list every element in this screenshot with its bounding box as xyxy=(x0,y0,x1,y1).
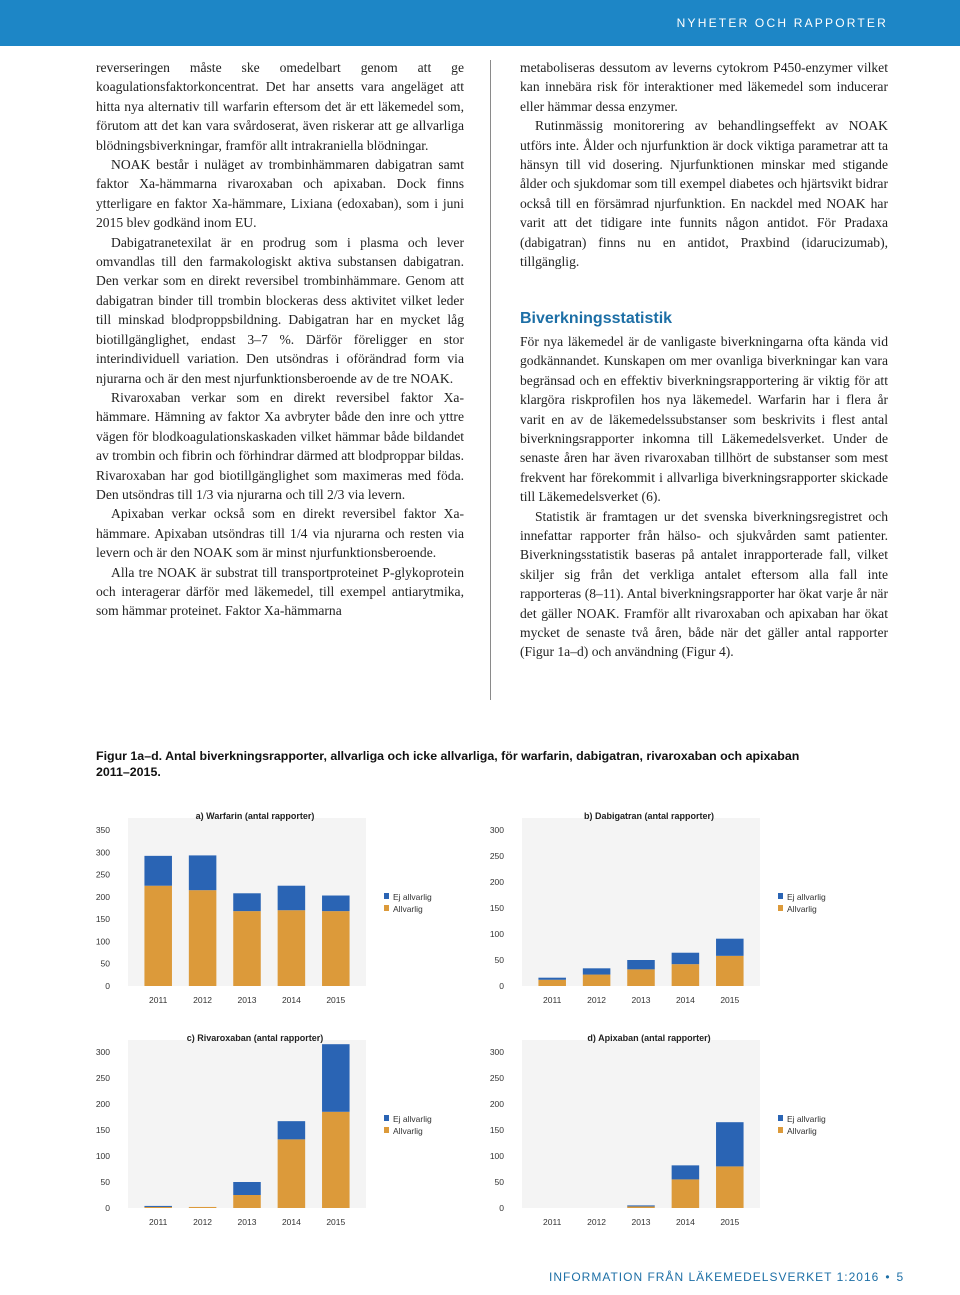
header-bar xyxy=(0,0,960,46)
legend-swatch xyxy=(384,1115,389,1121)
bar-ej-allvarlig-2011 xyxy=(538,978,566,980)
publication-name: INFORMATION FRÅN LÄKEMEDELSVERKET 1:2016 xyxy=(549,1270,880,1284)
bar-allvarlig-2015 xyxy=(716,1166,744,1208)
bar-allvarlig-2012 xyxy=(189,1207,217,1208)
bar-allvarlig-2015 xyxy=(322,1112,350,1208)
chart-title: b) Dabigatran (antal rapporter) xyxy=(583,811,715,821)
y-tick-label: 250 xyxy=(489,1073,504,1083)
bar-ej-allvarlig-2012 xyxy=(189,855,217,890)
bar-allvarlig-2015 xyxy=(322,911,350,986)
bar-ej-allvarlig-2012 xyxy=(583,968,611,974)
bar-allvarlig-2011 xyxy=(538,980,566,986)
y-tick-label: 250 xyxy=(489,851,504,861)
chart-title: c) Rivaroxaban (antal rapporter) xyxy=(186,1033,324,1043)
y-tick-label: 50 xyxy=(100,958,110,969)
y-tick-label: 150 xyxy=(489,903,504,913)
y-tick-label: 150 xyxy=(489,1125,504,1135)
y-tick-label: 100 xyxy=(95,1151,110,1161)
x-tick-label: 2012 xyxy=(193,1217,213,1227)
legend-swatch xyxy=(778,1127,783,1133)
footer-bullet: • xyxy=(885,1270,891,1284)
y-tick-label: 300 xyxy=(489,825,504,835)
left-column xyxy=(96,58,464,621)
bar-allvarlig-2013 xyxy=(233,1195,261,1208)
paragraph: reverseringen måste ske omedelbart genom att ge koagulationsfaktorkoncentrat. Det har ansetts vara angeläget att hitta nya alternativ till warfarin eftersom det är ett läkemedel som, förutom att det kan vara svårdoserat, även riskerar att ge allvarliga blödningsbiverkningar, framför allt intrakraniella blödningar. xyxy=(96,60,464,153)
bar-allvarlig-2011 xyxy=(144,1207,172,1208)
y-tick-label: 300 xyxy=(95,1047,110,1057)
x-tick-label: 2011 xyxy=(149,1217,168,1227)
x-tick-label: 2014 xyxy=(675,1217,695,1227)
bar-ej-allvarlig-2015 xyxy=(716,1122,744,1166)
chart-rivaroxaban xyxy=(86,1022,481,1242)
y-tick-label: 250 xyxy=(95,869,110,880)
y-tick-label: 250 xyxy=(95,1073,110,1083)
legend-swatch xyxy=(778,893,783,899)
bar-allvarlig-2014 xyxy=(672,964,700,986)
x-tick-label: 2015 xyxy=(720,1217,740,1227)
y-tick-label: 200 xyxy=(95,891,110,902)
y-tick-label: 50 xyxy=(494,1177,504,1187)
bar-ej-allvarlig-2014 xyxy=(672,1165,700,1179)
legend-swatch xyxy=(778,1115,783,1121)
paragraph: Dabigatranetexilat är en prodrug som i plasma och lever omvandlas till den farmakologiskt aktiva substansen dabigatran. Den verkar som en direkt reversibel trombinhämmare. Genom att dabigatran binder till trombin blockeras dess aktivitet vilket leder till minskad blodproppsbildning. Dabigatran har en mycket låg biotillgänglighet, endast 3–7 %. Därför föreligger en stor interindividuell variation. Den utsöndras i oförändrad form via njurarna och är den mest njurfunktionsberoende av de tre NOAK. xyxy=(96,234,464,386)
y-tick-label: 0 xyxy=(499,1203,504,1213)
legend-label: Ej allvarlig xyxy=(393,892,432,902)
bar-ej-allvarlig-2014 xyxy=(278,886,306,911)
paragraph: Alla tre NOAK är substrat till transportproteinet P-glykoprotein och interagerar därför med läkemedel, till exempel antiarytmika, som hämmar proteinet. Faktor Xa-hämmarna xyxy=(96,564,464,619)
bar-allvarlig-2014 xyxy=(278,910,306,986)
x-tick-label: 2015 xyxy=(326,1217,346,1227)
bar-allvarlig-2015 xyxy=(716,956,744,986)
x-tick-label: 2012 xyxy=(587,1217,607,1227)
section-label: NYHETER OCH RAPPORTER xyxy=(676,16,888,30)
legend-label: Ej allvarlig xyxy=(787,892,826,902)
x-tick-label: 2014 xyxy=(281,995,301,1005)
x-tick-label: 2012 xyxy=(193,995,213,1005)
page-number: 5 xyxy=(896,1270,905,1284)
bar-allvarlig-2014 xyxy=(672,1179,700,1208)
section-heading: Biverkningsstatistik xyxy=(520,310,673,328)
bar-ej-allvarlig-2015 xyxy=(716,939,744,956)
y-tick-label: 300 xyxy=(95,847,110,858)
y-tick-label: 50 xyxy=(494,955,504,965)
legend-swatch xyxy=(778,905,783,911)
paragraph: För nya läkemedel är de vanligaste biverkningarna ofta kända vid godkännandet. Kunskapen om mer ovanliga biverkningar kan vara begränsad och en effektiv biverkningsrapportering är viktig för att klargöra riskprofilen hos nya läkemedel. Warfarin har i flera år varit en av de läkemedelssubstanser som beskrivits i flest antal biverkningsrapporter inkomna till Läkemedelsverket. Under de senaste åren har även rivaroxaban tillhört de substanser som mest frekvent har förekommit i allvarliga biverkningsrapporter skickade till Läkemedelsverket (6). xyxy=(520,333,888,505)
legend-swatch xyxy=(384,905,389,911)
bar-ej-allvarlig-2015 xyxy=(322,1044,350,1112)
y-tick-label: 0 xyxy=(105,1203,110,1213)
paragraph: NOAK består i nuläget av trombinhämmaren dabigatran samt faktor Xa-hämmarna rivaroxaban och apixaban. Dock finns ytterligare en faktor Xa-hämmare, Lixiana (edoxaban), som i juni 2015 blev godkänd inom EU. xyxy=(96,157,464,231)
bar-allvarlig-2012 xyxy=(189,890,217,986)
legend-label: Ej allvarlig xyxy=(787,1114,826,1124)
bar-ej-allvarlig-2013 xyxy=(627,1205,655,1206)
chart-title: d) Apixaban (antal rapporter) xyxy=(587,1033,711,1043)
chart-svg xyxy=(480,800,875,1015)
bar-ej-allvarlig-2013 xyxy=(233,1182,261,1195)
bar-ej-allvarlig-2011 xyxy=(144,1206,172,1207)
paragraph: Rivaroxaban verkar som en direkt reversibel faktor Xa-hämmare. Hämning av faktor Xa avbryter både den inre och yttre vägen för blodkoagulationskaskaden vilket hämmar både bildandet av trombin och fibrin och förhindrar därmed att blodproppar bildas. Rivaroxaban har god biotillgänglighet som maximeras med föda. Den utsöndras till 1/3 via njurarna och till 2/3 via levern. xyxy=(96,389,464,502)
right-column xyxy=(520,58,888,662)
y-tick-label: 300 xyxy=(489,1047,504,1057)
x-tick-label: 2011 xyxy=(149,995,168,1005)
y-tick-label: 100 xyxy=(95,936,110,947)
bar-ej-allvarlig-2011 xyxy=(144,856,172,886)
figure-caption: Figur 1a–d. Antal biverkningsrapporter, allvarliga och icke allvarliga, för warfarin, dabigatran, rivaroxaban och apixaban 2011–2015. xyxy=(96,749,800,779)
x-tick-label: 2015 xyxy=(326,995,346,1005)
paragraph: Statistik är framtagen ur det svenska biverkningsregistret och innefattar rapporter från hälso- och sjukvården samt patienter. Biverkningsstatistik baseras på antalet inrapporterade fall, vilket skiljer sig från det verkliga antalet eftersom alla fall inte rapporteras (8–11). Antal biverkningsrapporter har ökat varje år när det gäller NOAK. Framför allt rivaroxaban och apixaban har ökat mycket de senaste två åren, både när det gäller antal rapporter (Figur 1a–d) och användning (Figur 4). xyxy=(520,508,888,660)
chart-title: a) Warfarin (antal rapporter) xyxy=(195,811,315,821)
paragraph: metaboliseras dessutom av leverns cytokrom P450-enzymer vilket kan innebära risk för interaktioner med läkemedel som inducerar eller hämmar dessa enzymer. xyxy=(520,60,888,114)
chart-svg xyxy=(480,1022,875,1237)
chart-apixaban xyxy=(480,1022,875,1242)
bar-ej-allvarlig-2014 xyxy=(278,1121,306,1139)
legend-label: Allvarlig xyxy=(787,904,817,914)
legend-label: Allvarlig xyxy=(393,904,423,914)
bar-ej-allvarlig-2013 xyxy=(233,893,261,911)
y-tick-label: 0 xyxy=(105,981,110,991)
x-tick-label: 2012 xyxy=(587,995,607,1005)
x-tick-label: 2014 xyxy=(281,1217,301,1227)
bar-allvarlig-2011 xyxy=(144,886,172,986)
x-tick-label: 2013 xyxy=(237,995,257,1005)
y-tick-label: 100 xyxy=(489,929,504,939)
bar-ej-allvarlig-2015 xyxy=(322,896,350,912)
y-tick-label: 150 xyxy=(95,914,110,925)
x-tick-label: 2015 xyxy=(720,995,740,1005)
bar-allvarlig-2012 xyxy=(583,975,611,986)
legend-label: Allvarlig xyxy=(393,1126,423,1136)
bar-ej-allvarlig-2013 xyxy=(627,960,655,969)
paragraph: Rutinmässig monitorering av behandlingseffekt av NOAK utförs inte. Ålder och njurfunktion är dock viktiga parametrar att ta hänsyn till vid dosering. Njurfunktionen minskar med stigande ålder och sjukdomar som till exempel diabetes och hjärtsvikt bidrar också till en försämrad njurfunktion. En nackdel med NOAK har varit att det tidigare inte funnits någon antidot. För Pradaxa (dabigatran) finns nu en antidot, Praxbind (idarucizumab), tillgänglig. xyxy=(520,118,888,270)
x-tick-label: 2014 xyxy=(675,995,695,1005)
y-tick-label: 350 xyxy=(95,825,110,835)
y-tick-label: 200 xyxy=(489,877,504,887)
bar-allvarlig-2013 xyxy=(627,1206,655,1208)
chart-svg xyxy=(86,1022,481,1237)
paragraph: Apixaban verkar också som en direkt reversibel faktor Xa-hämmare. Apixaban utsöndras till 1/4 via njurarna och resten via levern och är den NOAK som är minst njurfunktionsberoende. xyxy=(96,506,464,561)
x-tick-label: 2013 xyxy=(237,1217,257,1227)
y-tick-label: 100 xyxy=(489,1151,504,1161)
bar-allvarlig-2013 xyxy=(627,969,655,986)
bar-allvarlig-2014 xyxy=(278,1139,306,1208)
legend-swatch xyxy=(384,893,389,899)
x-tick-label: 2011 xyxy=(543,1217,562,1227)
y-tick-label: 0 xyxy=(499,981,504,991)
legend-label: Ej allvarlig xyxy=(393,1114,432,1124)
chart-warfarin xyxy=(86,800,481,1020)
chart-svg xyxy=(86,800,481,1015)
x-tick-label: 2011 xyxy=(543,995,562,1005)
legend-swatch xyxy=(384,1127,389,1133)
page-footer xyxy=(549,1270,904,1284)
y-tick-label: 200 xyxy=(95,1099,110,1109)
y-tick-label: 50 xyxy=(100,1177,110,1187)
bar-allvarlig-2013 xyxy=(233,911,261,986)
bar-ej-allvarlig-2014 xyxy=(672,953,700,964)
legend-label: Allvarlig xyxy=(787,1126,817,1136)
x-tick-label: 2013 xyxy=(631,1217,651,1227)
x-tick-label: 2013 xyxy=(631,995,651,1005)
chart-dabigatran xyxy=(480,800,875,1020)
column-divider xyxy=(490,60,491,700)
y-tick-label: 150 xyxy=(95,1125,110,1135)
y-tick-label: 200 xyxy=(489,1099,504,1109)
